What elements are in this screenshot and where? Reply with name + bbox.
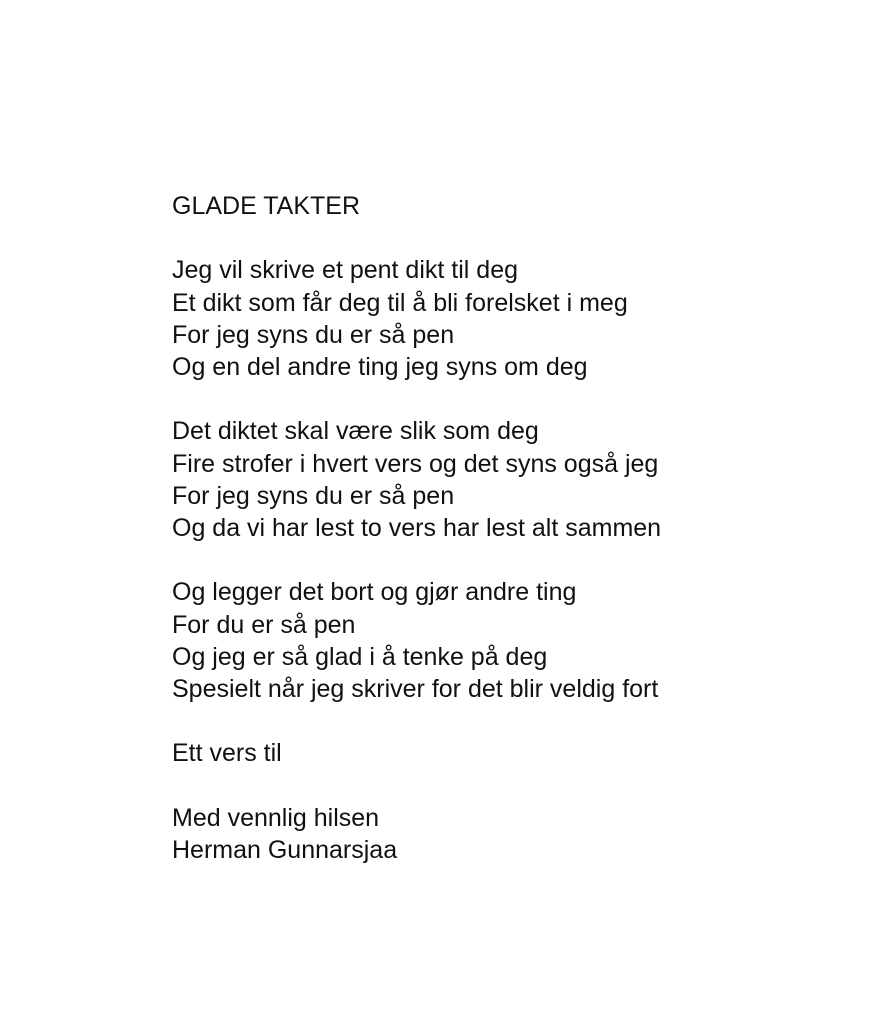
- poem-line: Jeg vil skrive et pent dikt til deg: [172, 256, 518, 285]
- poem-line: Fire strofer i hvert vers og det syns også jeg: [172, 449, 659, 478]
- poem-line: Et dikt som får deg til å bli forelsket i meg: [172, 288, 628, 317]
- closing-salutation: Med vennlig hilsen: [172, 803, 380, 832]
- poem-line: For jeg syns du er så pen: [172, 320, 455, 349]
- poem-document: [172, 190, 862, 866]
- stanza-spacer: [172, 770, 862, 802]
- stanza-2: [172, 415, 862, 544]
- poem-line: Ett vers til: [172, 739, 282, 768]
- poem-line: For du er så pen: [172, 610, 356, 639]
- stanza-1: [172, 254, 862, 383]
- poem-line: Spesielt når jeg skriver for det blir veldig fort: [172, 675, 659, 703]
- poem-line: Og en del andre ting jeg syns om deg: [172, 353, 588, 381]
- stanza-spacer: [172, 544, 862, 576]
- stanza-spacer: [172, 222, 862, 254]
- author-name: Herman Gunnarsjaa: [172, 835, 398, 864]
- poem-line: Det diktet skal være slik som deg: [172, 417, 539, 446]
- poem-line: Og da vi har lest to vers har lest alt sammen: [172, 514, 662, 542]
- stanza-spacer: [172, 705, 862, 737]
- poem-line: Og jeg er så glad i å tenke på deg: [172, 642, 548, 671]
- stanza-3: [172, 576, 862, 705]
- poem-title: GLADE TAKTER: [172, 192, 361, 220]
- poem-line: Og legger det bort og gjør andre ting: [172, 578, 577, 607]
- signature-block: [172, 802, 862, 866]
- poem-line: For jeg syns du er så pen: [172, 481, 455, 510]
- stanza-spacer: [172, 383, 862, 415]
- stanza-4: [172, 737, 862, 769]
